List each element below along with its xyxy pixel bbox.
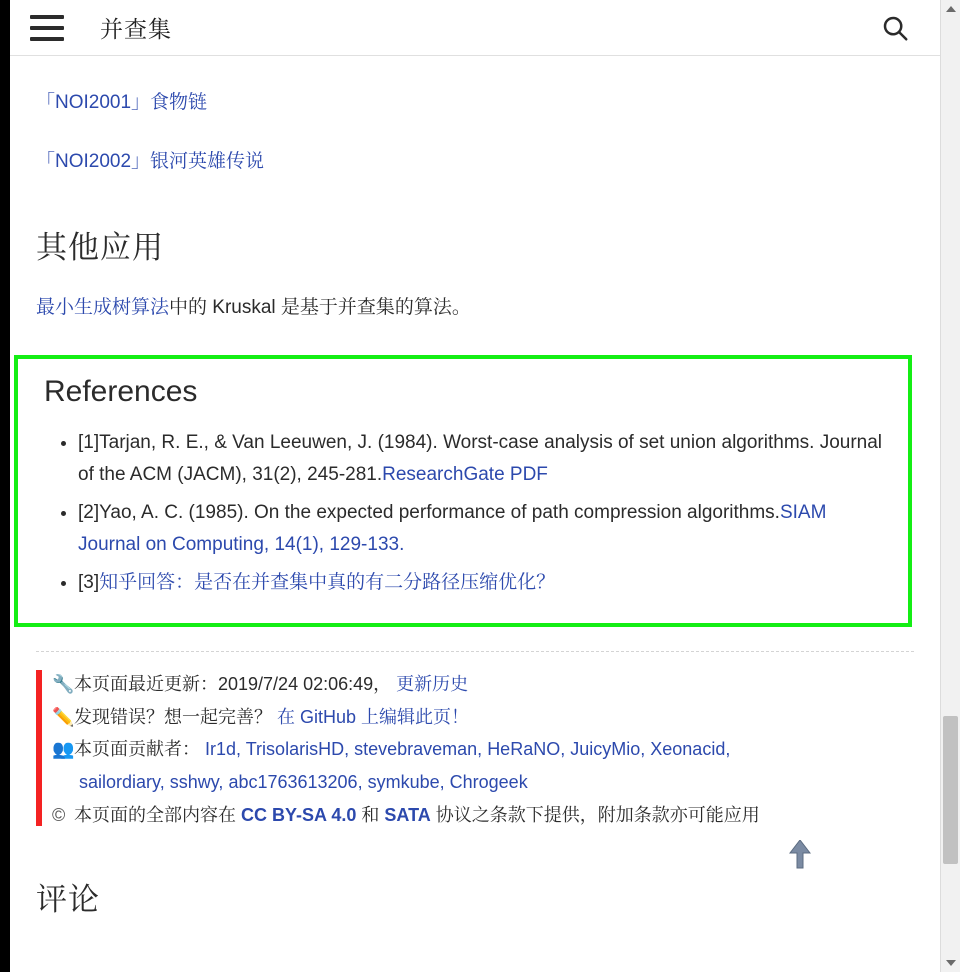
- link-cc-by-sa[interactable]: CC BY-SA 4.0: [241, 804, 357, 825]
- meta-updated-row: [52, 668, 914, 701]
- list-item[interactable]: [36, 148, 914, 177]
- page-meta-footer: [36, 668, 914, 832]
- scrollbar[interactable]: [940, 0, 960, 972]
- search-icon[interactable]: [880, 13, 910, 43]
- section-heading-comments: 评论: [36, 881, 100, 917]
- contributor-link[interactable]: sshwy,: [169, 772, 224, 793]
- reference-label-2: [2]: [78, 502, 100, 524]
- meta-contributors-label: 本页面贡献者：: [74, 739, 200, 760]
- problem-prefix-0: 「NOI2001」: [36, 92, 151, 113]
- contributor-link[interactable]: sailordiary,: [79, 772, 165, 793]
- meta-updated-time: 2019/7/24 02:06:49，: [218, 673, 392, 694]
- meta-edit-row: [52, 701, 914, 734]
- list-item[interactable]: [36, 89, 914, 118]
- list-item: [78, 497, 890, 561]
- wrench-icon: 🔧: [52, 673, 75, 694]
- accent-bar: [36, 670, 42, 826]
- reference-label-3: [3]: [78, 572, 100, 594]
- page-left-edge: [0, 0, 10, 972]
- contributor-link[interactable]: abc1763613206,: [228, 772, 363, 793]
- meta-license-row: [52, 799, 914, 832]
- license-prefix: 本页面的全部内容在: [74, 804, 236, 825]
- page-title: 并查集: [100, 16, 172, 42]
- hamburger-icon[interactable]: [30, 15, 64, 41]
- license-and: 和: [361, 804, 380, 825]
- link-edit-on-github[interactable]: 在 GitHub 上编辑此页！: [277, 706, 470, 727]
- paragraph-text: 中的 Kruskal 是基于并查集的算法。: [169, 297, 471, 318]
- contributor-link[interactable]: JuicyMio,: [570, 739, 646, 760]
- scrollbar-thumb[interactable]: [943, 716, 958, 864]
- list-item: [78, 567, 890, 599]
- scroll-down-arrow[interactable]: [941, 954, 960, 972]
- references-list: [36, 427, 890, 599]
- meta-updated-label: 本页面最近更新：: [74, 673, 218, 694]
- link-update-history[interactable]: 更新历史: [396, 673, 469, 694]
- divider: [36, 651, 914, 652]
- link-minimum-spanning-tree[interactable]: 最小生成树算法: [36, 297, 170, 318]
- section-heading-references: References: [44, 375, 198, 409]
- reference-link-1[interactable]: ResearchGate PDF: [382, 464, 548, 486]
- problem-prefix-1: 「NOI2002」: [36, 150, 151, 172]
- top-app-bar: [10, 0, 940, 56]
- problem-name-0: 食物链: [150, 92, 208, 113]
- meta-contributors-row-2: [52, 766, 914, 799]
- paragraph-other-applications: [36, 293, 914, 323]
- contributor-link[interactable]: Ir1d,: [205, 739, 242, 760]
- meta-edit-label: 发现错误？想一起完善？: [74, 706, 272, 727]
- contributor-link[interactable]: Chrogeek: [449, 772, 528, 793]
- list-item: [78, 427, 890, 491]
- scroll-up-arrow[interactable]: [941, 0, 960, 18]
- section-heading-other-applications: 其他应用: [36, 230, 164, 265]
- reference-link-3[interactable]: 知乎回答：是否在并查集中真的有二分路径压缩优化？: [99, 572, 556, 594]
- references-section: [14, 355, 912, 627]
- contributor-link[interactable]: HeRaNO,: [487, 739, 566, 760]
- contributor-link[interactable]: stevebraveman,: [354, 739, 483, 760]
- meta-contributors-row: [52, 733, 914, 766]
- contributor-link[interactable]: Xeonacid,: [650, 739, 731, 760]
- problem-name-1: 银河英雄传说: [150, 150, 265, 172]
- reference-link-2[interactable]: SIAM Journal on Computing, 14(1), 129-133.: [78, 502, 827, 556]
- reference-text-2: Yao, A. C. (1985). On the expected performance of path compression algorithms.: [99, 502, 780, 524]
- link-sata[interactable]: SATA: [384, 804, 431, 825]
- contributor-link[interactable]: symkube,: [367, 772, 445, 793]
- pencil-icon: ✏️: [52, 706, 75, 727]
- reference-text-1: Tarjan, R. E., & Van Leeuwen, J. (1984). Worst-case analysis of set union algorithms. Journal of the ACM (JACM), 31(2), 245-281.: [78, 432, 883, 486]
- contributor-link[interactable]: TrisolarisHD,: [245, 739, 350, 760]
- license-suffix: 协议之条款下提供，附加条款亦可能应用: [435, 804, 760, 825]
- people-icon: 👥: [52, 739, 75, 760]
- reference-label-1: [1]: [78, 432, 100, 454]
- article-content: [10, 56, 940, 972]
- copyright-icon: ©: [52, 804, 66, 825]
